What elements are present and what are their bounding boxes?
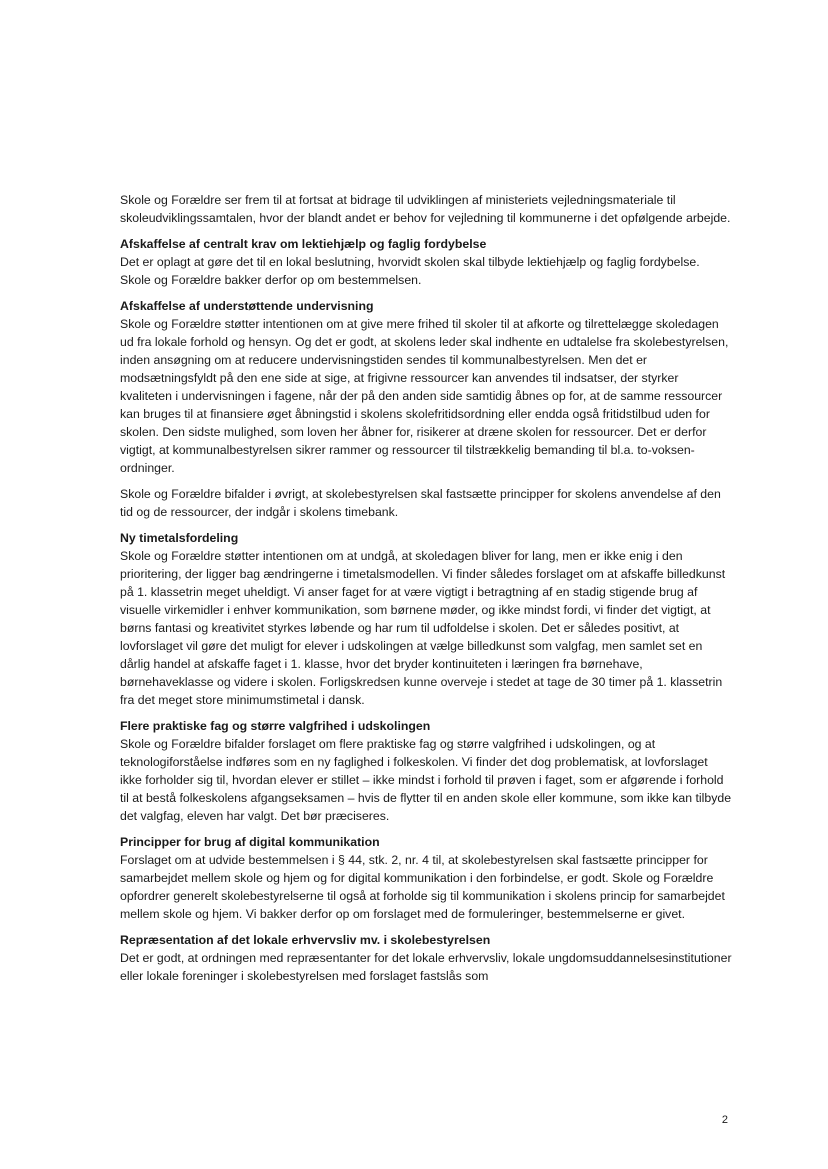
- section-heading-lektiehjaelp: Afskaffelse af centralt krav om lektiehjælp og faglig fordybelse: [120, 237, 487, 251]
- section-heading-erhvervsliv: Repræsentation af det lokale erhvervsliv mv. i skolebestyrelsen: [120, 933, 491, 947]
- section-heading-timetal: Ny timetalsfordeling: [120, 531, 239, 545]
- section-paragraph: Det er godt, at ordningen med repræsentanter for det lokale erhvervsliv, lokale ungdomsuddannelsesinstitutioner eller lokale foreninger i skolebestyrelsen med forslaget fastslås som: [120, 951, 732, 983]
- section-paragraph: Forslaget om at udvide bestemmelsen i § 44, stk. 2, nr. 4 til, at skolebestyrelsen skal fastsætte principper for samarbejdet mellem skole og hjem og for digital kommunikation i den forbindelse, er godt. Skole og Forældre opfordrer generelt skolebestyrelserne til også at forholde sig til kommunikation i skolens princip for samarbejdet mellem skole og hjem. Vi bakker derfor op om forslaget med de formuleringer, bestemmelserne er givet.: [120, 853, 725, 921]
- section-heading-understoettende: Afskaffelse af understøttende undervisning: [120, 299, 374, 313]
- section-heading-praktiske-fag: Flere praktiske fag og større valgfrihed i udskolingen: [120, 719, 431, 733]
- section-paragraph: Det er oplagt at gøre det til en lokal beslutning, hvorvidt skolen skal tilbyde lektiehjælp og faglig fordybelse. Skole og Forældre bakker derfor op om bestemmelsen.: [120, 255, 700, 287]
- section-paragraph: Skole og Forældre bifalder i øvrigt, at skolebestyrelsen skal fastsætte principper for skolens anvendelse af den tid og de ressourcer, der indgår i skolens timebank.: [120, 487, 721, 519]
- page-number: 2: [721, 1114, 728, 1126]
- section-paragraph: Skole og Forældre bifalder forslaget om flere praktiske fag og større valgfrihed i udskolingen, og at teknologiforståelse indføres som en ny faglighed i folkeskolen. Vi finder det dog problematisk, at lovforslaget ikke forholder sig til, hvordan elever er stillet – ikke mindst i forhold til prøven i faget, som er afgørende i forhold til at bestå folkeskolens afgangseksamen – hvis de flytter til en anden skole eller kommune, som ikke kan tilbyde det valgfag, eleven har valgt. Det bør præciseres.: [120, 737, 732, 823]
- section-paragraph: Skole og Forældre støtter intentionen om at give mere frihed til skoler til at afkorte og tilrettelægge skoledagen ud fra lokale forhold og hensyn. Og det er godt, at skolens leder skal indhente en udtalelse fra skolebestyrelsen, inden ansøgning om at reducere undervisningstiden sendes til kommunalbestyrelsen. Men det er modsætningsfyldt på den ene side at sige, at frigivne ressourcer kan anvendes til indsatser, der styrker kvaliteten i undervisningen i fagene, når der på den anden side samtidig åbnes op for, at de samme ressourcer kan bruges til at finansiere øget åbningstid i skolens skolefritidsordning eller endda også fritidstilbud uden for skolen. Den sidste mulighed, som loven her åbner for, risikerer at dræne skolen for ressourcer. Det er derfor vigtigt, at kommunalbestyrelsen sikrer rammer og ressourcer til tilstrækkelig bemanding til bl.a. to-voksen-ordninger.: [120, 317, 729, 475]
- section-heading-digital-kommunikation: Principper for brug af digital kommunikation: [120, 835, 380, 849]
- intro-paragraph: Skole og Forældre ser frem til at fortsat at bidrage til udviklingen af ministeriets vejledningsmateriale til skoleudviklingssamtalen, hvor der blandt andet er behov for vejledning til kommunerne i det opfølgende arbejde.: [120, 193, 731, 225]
- document-body: [120, 191, 732, 985]
- section-paragraph: Skole og Forældre støtter intentionen om at undgå, at skoledagen bliver for lang, men er ikke enig i den prioritering, der ligger bag ændringerne i timetalsmodellen. Vi finder således forslaget om at afskaffe billedkunst på 1. klassetrin meget uheldigt. Vi anser faget for at være vigtigt i betragtning af en stadig stigende brug af visuelle virkemidler i enhver kommunikation, som børnene møder, og ikke mindst fordi, vi finder det vigtigt, at børns fantasi og kreativitet styrkes løbende og har rum til udfoldelse i skolen. Det er således positivt, at lovforslaget vil gøre det muligt for elever i udskolingen at vælge billedkunst som valgfag, men samlet set en dårlig handel at afskaffe faget i 1. klasse, hvor det bryder kontinuiteten i læringen fra børnehave, børnehaveklasse og videre i skolen. Forligskredsen kunne overveje i stedet at tage de 30 timer på 1. klassetrin fra det meget store minimumstimetal i dansk.: [120, 549, 726, 707]
